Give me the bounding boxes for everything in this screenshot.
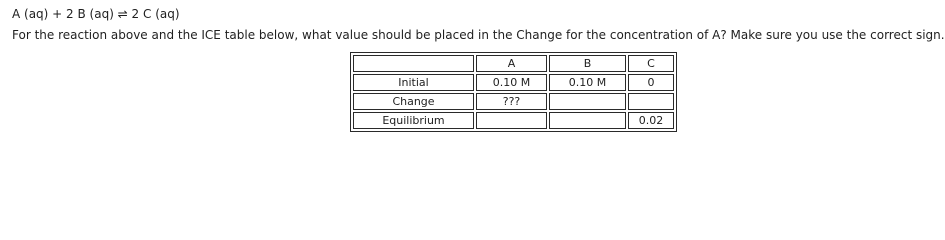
header-cell-a: A (476, 55, 547, 72)
table-row-equilibrium (353, 112, 674, 129)
header-cell-b: B (549, 55, 626, 72)
cell-change-c (628, 93, 674, 110)
cell-equilibrium-a (476, 112, 547, 129)
cell-equilibrium-c: 0.02 (628, 112, 674, 129)
table-row-change (353, 93, 674, 110)
row-label-change: Change (353, 93, 474, 110)
cell-initial-c: 0 (628, 74, 674, 91)
cell-change-a: ??? (476, 93, 547, 110)
header-cell (353, 55, 474, 72)
row-label-equilibrium: Equilibrium (353, 112, 474, 129)
header-cell-c: C (628, 55, 674, 72)
cell-change-b (549, 93, 626, 110)
question-text: For the reaction above and the ICE table below, what value should be placed in the Change for the concentration of A? Make sure you use the correct sign. (12, 28, 945, 42)
table-row-initial (353, 74, 674, 91)
cell-initial-a: 0.10 M (476, 74, 547, 91)
cell-initial-b: 0.10 M (549, 74, 626, 91)
row-label-initial: Initial (353, 74, 474, 91)
table-header-row (353, 55, 674, 72)
reaction-equation: A (aq) + 2 B (aq) ⇌ 2 C (aq) (12, 7, 180, 21)
ice-table (350, 52, 677, 132)
cell-equilibrium-b (549, 112, 626, 129)
